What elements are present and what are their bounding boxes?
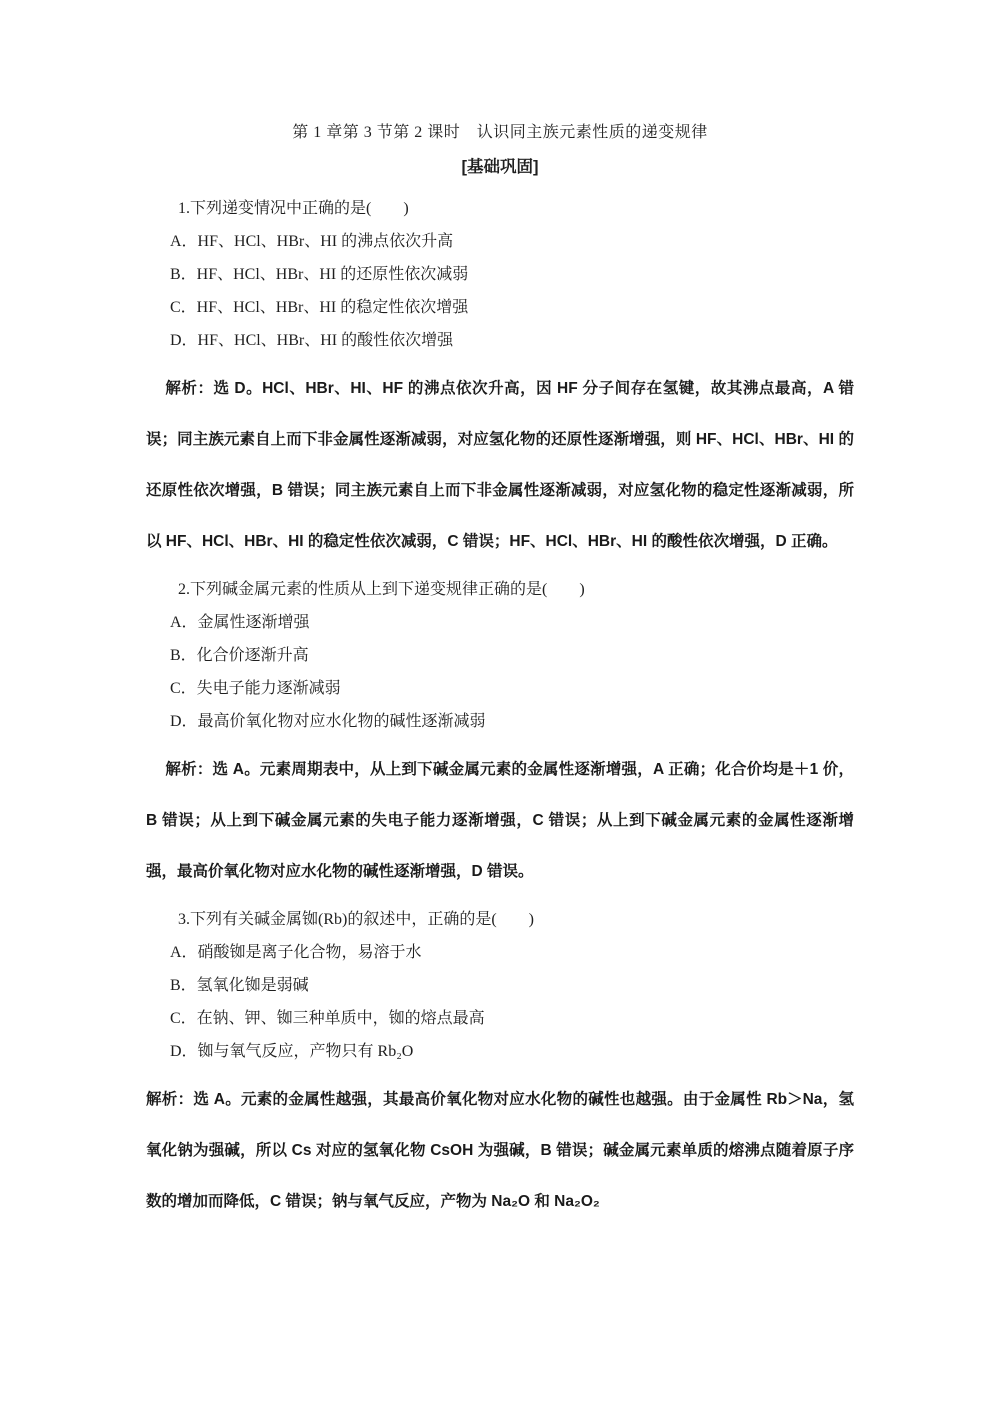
question-3: [146, 903, 854, 1227]
question-2-analysis: 解析：选 A。元素周期表中，从上到下碱金属元素的金属性逐渐增强，A 正确；化合价均是＋1 价，B 错误；从上到下碱金属元素的失电子能力逐渐增强，C 错误；从上到下碱金属元素的金属性逐渐增强，最高价氧化物对应水化物的碱性逐渐增强，D 错误。: [146, 761, 854, 880]
question-1-option-d: D．HF、HCl、HBr、HI 的酸性依次增强: [170, 332, 454, 349]
doc-title: 第 1 章第 3 节第 2 课时 认识同主族元素性质的递变规律: [292, 124, 708, 141]
question-2-option-b: B．化合价逐渐升高: [170, 647, 309, 664]
question-1-analysis: 解析：选 D。HCl、HBr、HI、HF 的沸点依次升高，因 HF 分子间存在氢键，故其沸点最高，A 错误；同主族元素自上而下非金属性逐渐减弱，对应氢化物的还原性逐渐增强，则 HF、HCl、HBr、HI 的还原性依次增强，B 错误；同主族元素自上而下非金属性逐渐减弱，对应氢化物的稳定性逐渐减弱，所以 HF、HCl、HBr、HI 的稳定性依次减弱，C 错误；HF、HCl、HBr、HI 的酸性依次增强，D 正确。: [146, 380, 854, 550]
question-2-stem: 2.下列碱金属元素的性质从上到下递变规律正确的是( ): [178, 581, 585, 598]
question-2-option-a: A．金属性逐渐增强: [170, 614, 310, 631]
question-3-option-b: B．氢氧化铷是弱碱: [170, 977, 309, 994]
question-2-option-c: C．失电子能力逐渐减弱: [170, 680, 341, 697]
question-1-option-c: C．HF、HCl、HBr、HI 的稳定性依次增强: [170, 299, 469, 316]
question-2-option-d: D．最高价氧化物对应水化物的碱性逐渐减弱: [170, 713, 486, 730]
question-1-option-b: B．HF、HCl、HBr、HI 的还原性依次减弱: [170, 266, 469, 283]
question-1-option-a: A．HF、HCl、HBr、HI 的沸点依次升高: [170, 233, 454, 250]
question-2: [146, 573, 854, 897]
question-3-option-a: A．硝酸铷是离子化合物，易溶于水: [170, 944, 422, 961]
section-header: [基础巩固]: [461, 158, 539, 176]
question-1-stem: 1.下列递变情况中正确的是( ): [178, 200, 409, 217]
question-3-analysis: 解析：选 A。元素的金属性越强，其最高价氧化物对应水化物的碱性也越强。由于金属性 Rb＞Na，氢氧化钠为强碱，所以 Cs 对应的氢氧化物 CsOH 为强碱，B 错误；碱金属元素单质的熔沸点随着原子序数的增加而降低，C 错误；钠与氧气反应，产物为 Na₂O 和 Na₂O₂: [146, 1091, 854, 1210]
question-3-stem: 3.下列有关碱金属铷(Rb)的叙述中，正确的是( ): [178, 911, 534, 928]
question-3-option-d: D．铷与氧气反应，产物只有 Rb₂O: [170, 1043, 414, 1060]
question-3-option-c: C．在钠、钾、铷三种单质中，铷的熔点最高: [170, 1010, 485, 1027]
question-1: [146, 192, 854, 567]
